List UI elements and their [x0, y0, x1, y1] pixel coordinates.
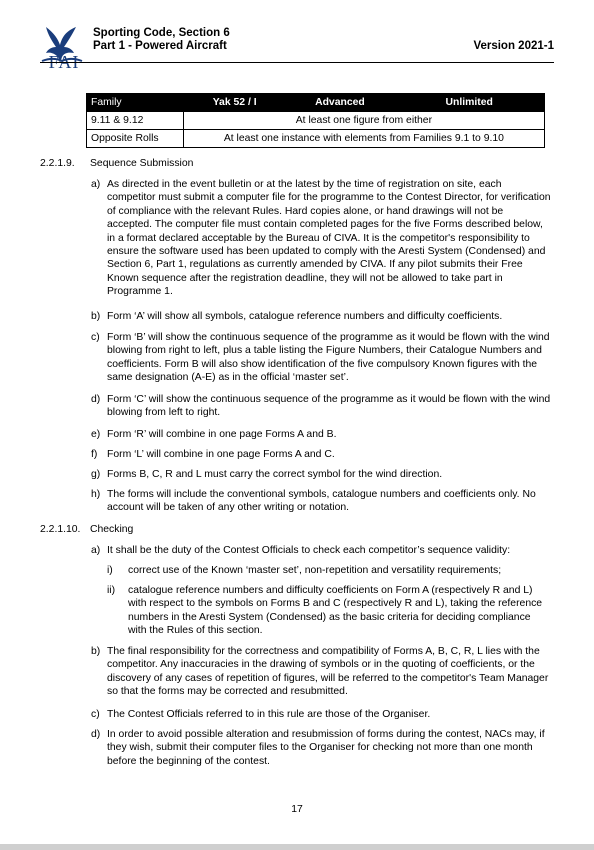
page-number: 17	[291, 804, 303, 815]
list-item-text: The final responsibility for the correctness and compatibility of Forms A, B, C, R, L lies with the competitor. Any inaccuracies in the drawing of symbols or in the quoting of coefficients, or the discovery of any cases of repetition of figures, will be referred to the competitor's Team Manager so that the forms may be corrected and resubmitted.	[107, 646, 549, 698]
table-cell: At least one instance with elements from Families 9.1 to 9.10	[183, 130, 544, 148]
list-item-label: h)	[91, 489, 101, 500]
sub-list-item-label: ii)	[107, 585, 116, 596]
table-header-row	[87, 94, 545, 112]
list-item-label: a)	[91, 545, 101, 556]
sub-list-item-text: catalogue reference numbers and difficulty coefficients on Form A (respectively R and L) with respect to the symbols on Forms B and C (respectively R and L), taking the reference numbers in the Aresti System (Condensed) as the basic criteria for deciding compliance with the Rules of this section.	[128, 585, 543, 637]
list-item-text: Form ‘R’ will combine in one page Forms A and B.	[107, 429, 337, 440]
header-title-line2: Part 1 - Powered Aircraft	[93, 40, 227, 52]
list-item-text: The Contest Officials referred to in this rule are those of the Organiser.	[107, 709, 431, 720]
list-item-label: d)	[91, 394, 101, 405]
table-header-cell: Unlimited	[394, 94, 545, 112]
list-item-text: Form ‘C’ will show the continuous sequence of the programme as it would be flown with the wind blowing from left to right.	[107, 394, 551, 419]
list-item-label: c)	[91, 709, 100, 720]
header-title-line1: Sporting Code, Section 6	[93, 27, 230, 39]
header-rule	[40, 62, 554, 63]
list-item-label: c)	[91, 332, 100, 343]
list-item	[91, 728, 551, 768]
list-item	[91, 488, 551, 515]
section-title: Checking	[90, 524, 134, 535]
sub-list-item	[107, 564, 551, 577]
list-item	[91, 544, 551, 557]
table-cell: Opposite Rolls	[87, 130, 184, 148]
list-item	[91, 393, 551, 420]
table-header-cell: Yak 52 / I	[183, 94, 286, 112]
header-version: Version 2021-1	[473, 40, 554, 52]
list-item-label: f)	[91, 449, 98, 460]
list-item-label: b)	[91, 311, 101, 322]
fai-logo-text: FAI	[48, 52, 80, 72]
list-item	[91, 468, 551, 481]
list-item-label: e)	[91, 429, 101, 440]
list-item	[91, 428, 551, 441]
list-item-text: As directed in the event bulletin or at the latest by the time of registration on site, each competitor must submit a computer file for the programme to the Contest Director, for verification of compliance with the relevant Rules. Hard copies alone, or hand drawings will not be accepted. The computer file must contain completed pages for the five Forms described below, in a format declared acceptable by the Bureau of CIVA. It is the competitor's responsibility to ensure the software used has been updated to comply with the Aresti System (Condensed) and Section 6, Part 1, regulations as currently amended by CIVA. If any pilot submits their Free Known sequence after the registration deadline, they will not be allowed to take part in Programme 1.	[107, 179, 551, 298]
list-item-text: The forms will include the conventional symbols, catalogue numbers and coefficients only. No account will be taken of any other writing or notation.	[107, 489, 536, 514]
sub-list-item-text: correct use of the Known ‘master set’, non-repetition and versatility requirements;	[128, 565, 502, 576]
list-item-text: Form ‘L’ will combine in one page Forms A and C.	[107, 449, 335, 460]
family-table	[86, 93, 545, 148]
table-header-cell: Family	[87, 94, 184, 112]
list-item-label: g)	[91, 469, 101, 480]
sub-list-item-label: i)	[107, 565, 113, 576]
list-item	[91, 708, 551, 721]
list-item	[91, 645, 551, 699]
table-header-cell: Advanced	[286, 94, 394, 112]
list-item-label: d)	[91, 729, 101, 740]
list-item	[91, 331, 551, 385]
list-item-text: Form ‘A’ will show all symbols, catalogue reference numbers and difficulty coefficients.	[107, 311, 503, 322]
table-row	[87, 112, 545, 130]
list-item-text: Forms B, C, R and L must carry the correct symbol for the wind direction.	[107, 469, 443, 480]
section-title: Sequence Submission	[90, 158, 194, 169]
list-item	[91, 310, 551, 323]
section-number: 2.2.1.10.	[40, 524, 81, 535]
list-item-label: a)	[91, 179, 101, 190]
list-item-text: Form ‘B’ will show the continuous sequence of the programme as it would be flown with the wind blowing from right to left, plus a table listing the Figure Numbers, their Catalogue Numbers and coefficients. Form B will also show identification of the five compulsory Known figures with the same designation (A-E) as in the official ‘master set’.	[107, 332, 550, 384]
list-item-text: In order to avoid possible alteration and resubmission of forms during the contest, NACs may, if they wish, submit their computer files to the Organiser for checking not more than one month before the beginning of the contest.	[107, 729, 545, 767]
list-item	[91, 178, 551, 299]
list-item	[91, 448, 551, 461]
page-bottom-bar	[0, 844, 594, 850]
section-number: 2.2.1.9.	[40, 158, 75, 169]
list-item-label: b)	[91, 646, 101, 657]
table-cell: At least one figure from either	[183, 112, 544, 130]
sub-list-item	[107, 584, 551, 638]
list-item-text: It shall be the duty of the Contest Officials to check each competitor’s sequence validity:	[107, 545, 511, 556]
table-row	[87, 130, 545, 148]
table-cell: 9.11 & 9.12	[87, 112, 184, 130]
